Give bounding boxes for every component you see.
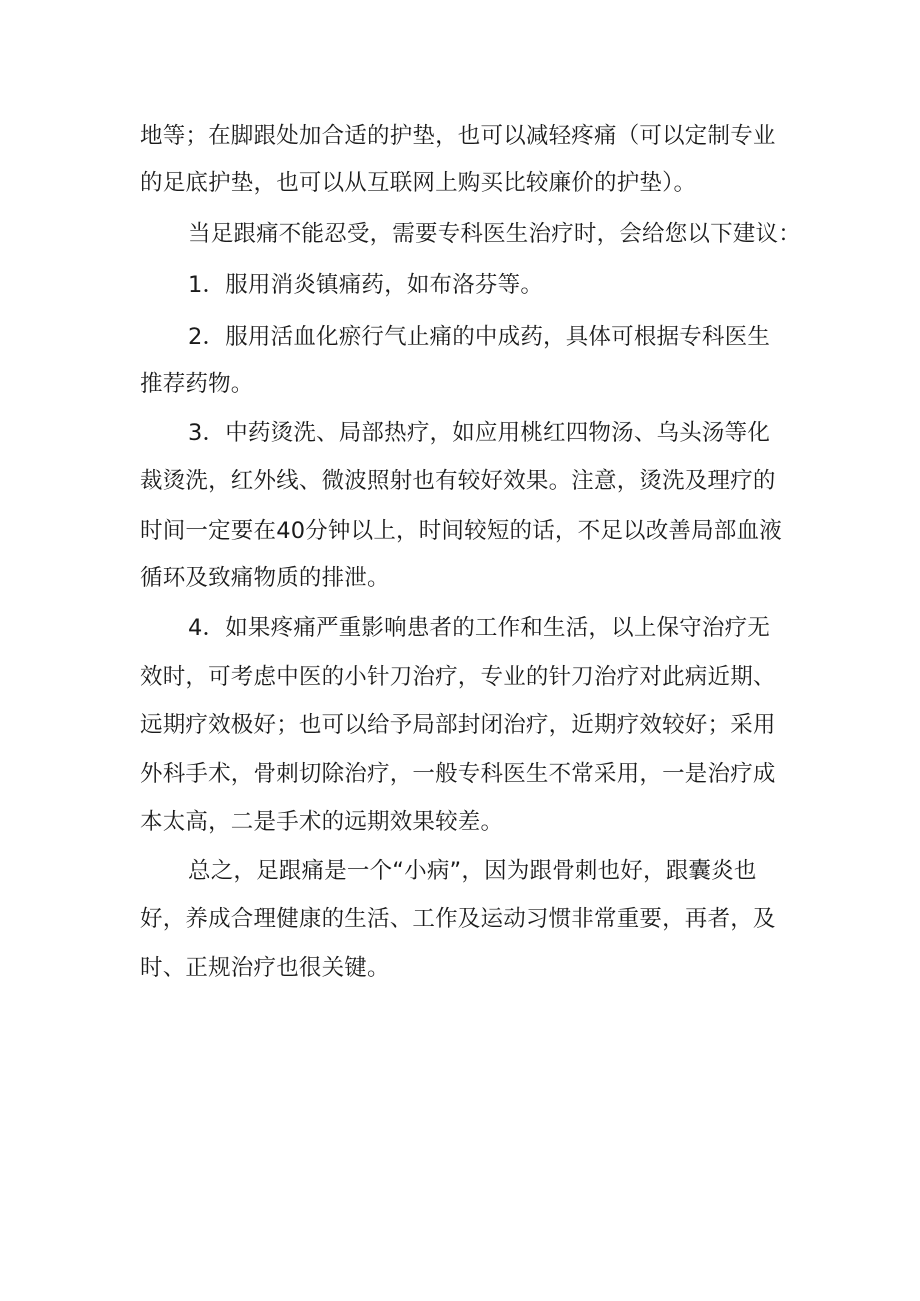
list-item-1: 1．服用消炎镇痛药，如布洛芬等。: [188, 272, 544, 298]
text-line: 好，养成合理健康的生活、工作及运动习惯非常重要，再者，及: [140, 906, 776, 932]
text-line: 裁烫洗，红外线、微波照射也有较好效果。注意，烫洗及理疗的: [140, 468, 776, 494]
text-line: 时、正规治疗也很关键。: [140, 955, 390, 981]
text-line: 循环及致痛物质的排泄。: [140, 565, 390, 591]
list-item-2: 2．服用活血化瘀行气止痛的中成药，具体可根据专科医生: [188, 324, 771, 350]
text-line: 本太高，二是手术的远期效果较差。: [140, 809, 504, 835]
text-line: 地等；在脚跟处加合适的护垫，也可以减轻疼痛（可以定制专业: [140, 123, 776, 149]
list-item-3: 3．中药烫洗、局部热疗，如应用桃红四物汤、乌头汤等化: [188, 420, 771, 446]
text-line: 的足底护垫，也可以从互联网上购买比较廉价的护垫）。: [140, 170, 697, 196]
list-item-4: 4．如果疼痛严重影响患者的工作和生活，以上保守治疗无: [188, 615, 771, 641]
text-line: 时间一定要在40分钟以上，时间较短的话，不足以改善局部血液: [140, 518, 782, 544]
text-line: 效时，可考虑中医的小针刀治疗，专业的针刀治疗对此病近期、: [140, 664, 776, 690]
text-line: 外科手术，骨刺切除治疗，一般专科医生不常采用，一是治疗成: [140, 761, 776, 787]
text-line: 推荐药物。: [140, 371, 254, 397]
text-line: 当足跟痛不能忍受，需要专科医生治疗时，会给您以下建议：: [188, 221, 801, 247]
text-line: 远期疗效极好；也可以给予局部封闭治疗，近期疗效较好；采用: [140, 712, 776, 738]
conclusion-paragraph: 总之，足跟痛是一个“小病”，因为跟骨刺也好，跟囊炎也: [188, 858, 757, 884]
